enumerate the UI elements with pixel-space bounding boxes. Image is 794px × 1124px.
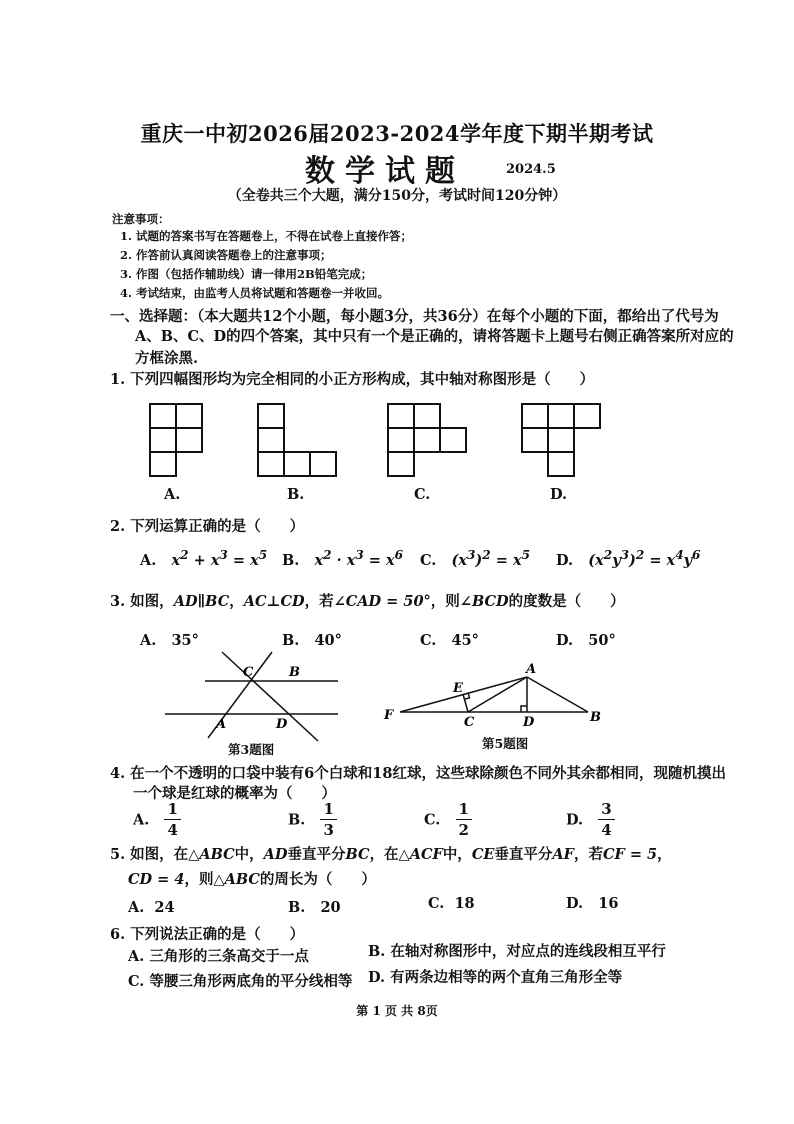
- notes-heading: 注意事项：: [112, 212, 170, 226]
- q4-option-d: D. $\frac{3}{4}$: [566, 802, 615, 838]
- q4-option-a: A. $\frac{1}{4}$: [133, 802, 181, 838]
- fig5-label-b: B: [590, 710, 601, 725]
- note-item: 4. 考试结束，由监考人员将试题和答题卷一并收回。: [120, 286, 390, 300]
- exam-title: 重庆一中初2026届2023-2024学年度下期半期考试: [140, 121, 654, 146]
- q4-line2: 一个球是红球的概率为（ ）: [133, 785, 336, 802]
- fig5-caption: 第5题图: [482, 736, 529, 751]
- fig3-label-a: A: [216, 717, 227, 732]
- q1-label-b: B.: [287, 486, 305, 503]
- note-item: 1. 试题的答案书写在答题卷上，不得在试卷上直接作答；: [120, 229, 413, 243]
- option-label: C.: [420, 551, 437, 569]
- fig3-caption: 第3题图: [228, 742, 275, 757]
- q6-stem: 6. 下列说法正确的是（ ）: [110, 926, 305, 943]
- fig5-label-d: D: [523, 715, 535, 730]
- option-label: B.: [282, 551, 300, 569]
- q6-option-c: C. 等腰三角形两底角的平分线相等: [128, 973, 353, 990]
- q1-label-d: D.: [550, 486, 568, 503]
- q5-option-c: C. 18: [428, 895, 475, 912]
- section1-line3: 方框涂黑.: [135, 350, 199, 367]
- q5-line2: CD = 4，则△ABC的周长为（ ）: [128, 871, 376, 888]
- section1-line2: A、B、C、D的四个答案，其中只有一个是正确的，请将答题卡上题号右侧正确答案所对应的: [135, 328, 734, 345]
- q1-label-a: A.: [164, 486, 181, 503]
- q4-option-b: B. $\frac{1}{3}$: [288, 802, 337, 838]
- fig3-label-c: C: [243, 665, 254, 680]
- fig3-label-b: B: [289, 665, 300, 680]
- page-footer: 第 1 页 共 8页: [356, 1004, 438, 1018]
- q5-option-a: A. 24: [128, 899, 175, 916]
- q6-option-d: D. 有两条边相等的两个直角三角形全等: [368, 969, 623, 986]
- q6-option-a: A. 三角形的三条高交于一点: [128, 948, 309, 965]
- exam-subtitle: （全卷共三个大题，满分150分，考试时间120分钟）: [227, 188, 567, 204]
- subject-title: 数学试题: [305, 154, 465, 189]
- q2-stem: 2. 下列运算正确的是（ ）: [110, 518, 305, 535]
- q5-line1: 5. 如图，在△ABC中，AD垂直平分BC，在△ACF中，CE垂直平分AF，若CF = 5，: [110, 846, 672, 863]
- fig5-label-e: E: [453, 681, 463, 696]
- fig5-label-a: A: [526, 662, 537, 677]
- fig5-label-f: F: [384, 708, 394, 723]
- figure-5: [400, 677, 588, 712]
- q1-label-c: C.: [414, 486, 431, 503]
- q3-option-c: C. 45°: [420, 632, 479, 649]
- q5-option-b: B. 20: [288, 899, 341, 916]
- q2-expr-b: $x^2 \cdot x^3 = x^6$: [314, 548, 404, 569]
- q3-option-b: B. 40°: [282, 632, 342, 649]
- q3-option-d: D. 50°: [556, 632, 616, 649]
- fig5-label-c: C: [464, 715, 475, 730]
- fig3-label-d: D: [276, 717, 288, 732]
- section1-line1: 一、选择题：（本大题共12个小题，每小题3分，共36分）在每个小题的下面，都给出了代号为: [110, 308, 719, 325]
- exam-date: 2024.5: [506, 162, 556, 177]
- q4-line1: 4. 在一个不透明的口袋中装有6个白球和18红球，这些球除颜色不同外其余都相同，现随机摸出: [110, 765, 726, 782]
- q1-stem: 1. 下列四幅图形均为完全相同的小正方形构成，其中轴对称图形是（ ）: [110, 371, 595, 388]
- q3-stem: 3. 如图，AD∥BC，AC⊥CD，若∠CAD = 50°，则∠BCD的度数是（ ）: [110, 593, 625, 610]
- option-label: A.: [140, 551, 157, 569]
- option-label: D.: [556, 551, 574, 569]
- q5-option-d: D. 16: [566, 895, 619, 912]
- q2-expr-d: $(x^2y^3)^2 = x^4y^6$: [588, 548, 701, 569]
- q3-option-a: A. 35°: [140, 632, 199, 649]
- q2-expr-c: $(x^3)^2 = x^5$: [451, 548, 530, 569]
- q4-option-c: C. $\frac{1}{2}$: [424, 802, 472, 838]
- q2-expr-a: $x^2 + x^3 = x^5$: [171, 548, 268, 569]
- note-item: 2. 作答前认真阅读答题卷上的注意事项；: [120, 248, 332, 262]
- note-item: 3. 作图（包括作辅助线）请一律用2B铅笔完成；: [120, 267, 373, 281]
- q6-option-b: B. 在轴对称图形中，对应点的连线段相互平行: [368, 943, 666, 960]
